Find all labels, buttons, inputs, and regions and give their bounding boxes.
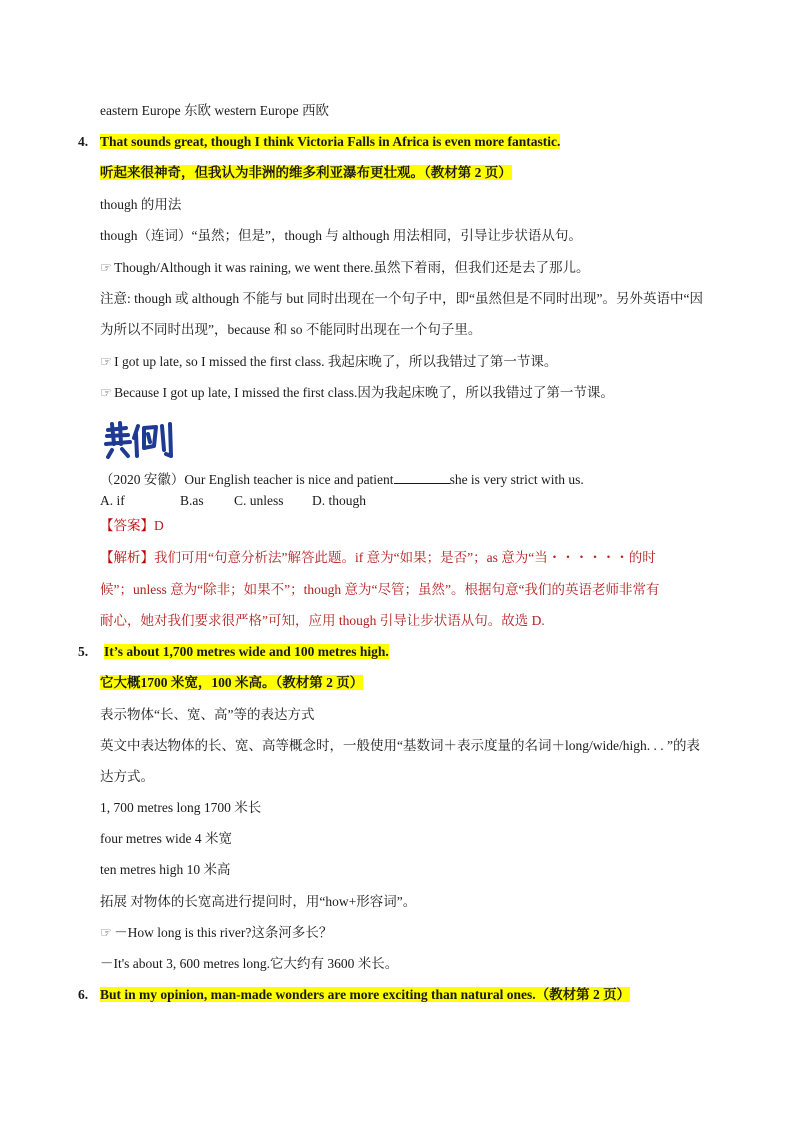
measure-rule-2: 达方式。 bbox=[100, 769, 154, 784]
pointing-hand-icon: ☞ bbox=[100, 925, 113, 940]
sentence-4-english: That sounds great, though I think Victoria Falls in Africa is even more fantastic. bbox=[100, 134, 561, 149]
answer-blank bbox=[394, 471, 450, 484]
sentence-4-chinese: 听起来很神奇，但我认为非洲的维多利亚瀑布更壮观。（教材第 2 页） bbox=[100, 165, 512, 180]
measure-example-1: 1, 700 metres long 1700 米长 bbox=[100, 800, 262, 815]
sentence-6-english: But in my opinion, man-made wonders are more exciting than natural ones. bbox=[100, 987, 536, 1002]
pointing-hand-icon: ☞ bbox=[100, 354, 113, 369]
sentence-5-chinese: 它大概1700 米宽，100 米高。（教材第 2 页） bbox=[100, 675, 364, 690]
explanation-line-2: 候”；unless 意为“除非；如果不”；though 意为“尽管；虽然”。根据句意“我们的英语老师非常有 bbox=[100, 582, 660, 597]
option-a: A. if bbox=[100, 493, 125, 508]
note-line-1: 注意: though 或 although 不能与 but 同时出现在一个句子中，即“虽然但是不同时出现”。另外英语中“因 bbox=[100, 291, 703, 306]
sentence-5-english: It’s about 1,700 metres wide and 100 metres high. bbox=[104, 644, 389, 659]
option-c: C. unless bbox=[234, 493, 284, 508]
measure-rule-1: 英文中表达物体的长、宽、高等概念时，一般使用“基数词＋表示度量的名词＋long/wide/high. . . ”的表 bbox=[100, 738, 700, 753]
option-d: D. though bbox=[312, 493, 366, 508]
though-definition: though（连词）“虽然；但是”，though 与 although 用法相同，引导让步状语从句。 bbox=[100, 228, 582, 243]
note-line-2: 为所以不同时出现”，because 和 so 不能同时出现在一个句子里。 bbox=[100, 322, 482, 337]
example-line-2: ☞ I got up late, so I missed the first class. 我起床晚了，所以我错过了第一节课。 bbox=[100, 354, 558, 369]
option-b: B.as bbox=[180, 493, 204, 508]
vocab-line: eastern Europe 东欧 western Europe 西欧 bbox=[100, 103, 330, 118]
example-line-3: ☞ Because I got up late, I missed the first class.因为我起床晚了，所以我错过了第一节课。 bbox=[100, 385, 614, 400]
example-logo bbox=[104, 420, 180, 460]
sentence-6 bbox=[100, 986, 630, 1004]
dialogue-line-1: ☞ －How long is this river?这条河多长？ bbox=[100, 925, 333, 940]
sentence-4-number: 4. bbox=[78, 134, 89, 149]
measure-example-3: ten metres high 10 米高 bbox=[100, 862, 231, 877]
dialogue-line-2: －It's about 3, 600 metres long.它大约有 3600 米长。 bbox=[100, 956, 399, 971]
measure-heading: 表示物体“长、宽、高”等的表达方式 bbox=[100, 707, 315, 722]
example-line-1: ☞ Though/Although it was raining, we went there.虽然下着雨，但我们还是去了那儿。 bbox=[100, 260, 590, 275]
sentence-6-source: （教材第 2 页） bbox=[535, 987, 631, 1002]
sentence-5-number: 5. bbox=[78, 644, 89, 659]
extension-line: 拓展 对物体的长宽高进行提问时，用“how+形容词”。 bbox=[100, 894, 417, 909]
answer-line: 【答案】D bbox=[100, 518, 164, 533]
sentence-6-number: 6. bbox=[78, 987, 89, 1002]
pointing-hand-icon: ☞ bbox=[100, 260, 113, 275]
explanation-line-1: 【解析】我们可用“句意分析法”解答此题。if 意为“如果；是否”；as 意为“当・・・・・・的时 bbox=[100, 550, 656, 565]
question-stem: （2020 安徽）Our English teacher is nice and patient she is very strict with us. bbox=[100, 472, 584, 487]
though-heading: though 的用法 bbox=[100, 197, 182, 212]
question-options bbox=[100, 492, 366, 510]
pointing-hand-icon: ☞ bbox=[100, 385, 113, 400]
explanation-line-3: 耐心，她对我们要求很严格”可知，应用 though 引导让步状语从句。故选 D. bbox=[100, 613, 545, 628]
measure-example-2: four metres wide 4 米宽 bbox=[100, 831, 232, 846]
